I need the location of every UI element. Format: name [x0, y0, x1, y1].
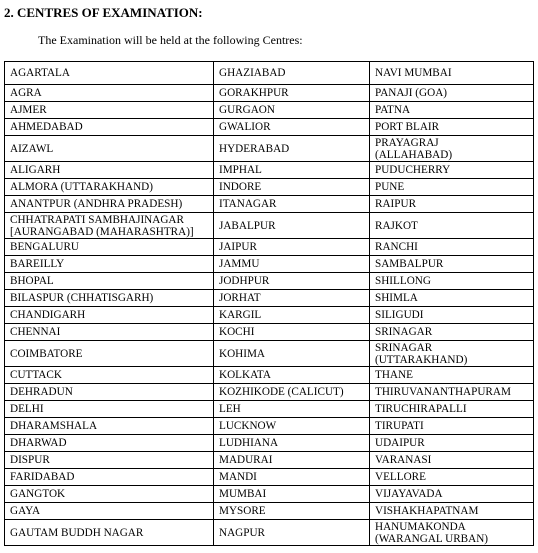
- table-cell: [214, 196, 370, 213]
- table-cell: [5, 324, 214, 341]
- centre-name: CUTTACK: [10, 369, 62, 381]
- centre-name: JODHPUR: [219, 275, 270, 287]
- table-row: [5, 256, 534, 273]
- table-cell: [214, 367, 370, 384]
- table-cell: [5, 273, 214, 290]
- centre-name: VIJAYAVADA: [375, 488, 443, 500]
- table-cell: [5, 119, 214, 136]
- table-cell: [5, 435, 214, 452]
- table-cell: [5, 384, 214, 401]
- centres-table-body: [5, 62, 534, 546]
- table-row: [5, 196, 534, 213]
- table-row: [5, 213, 534, 239]
- centre-name: RANCHI: [375, 241, 418, 253]
- centre-name: INDORE: [219, 181, 262, 193]
- centre-name: GAUTAM BUDDH NAGAR: [10, 526, 144, 539]
- table-row: [5, 179, 534, 196]
- table-cell: [370, 102, 534, 119]
- table-cell: [370, 324, 534, 341]
- centre-name: TIRUPATI: [375, 420, 424, 432]
- table-cell: [5, 290, 214, 307]
- table-row: [5, 503, 534, 520]
- centre-name: KARGIL: [219, 309, 262, 321]
- table-cell: [370, 418, 534, 435]
- centre-name: AIZAWL: [10, 142, 54, 155]
- table-row: [5, 469, 534, 486]
- table-cell: [370, 341, 534, 367]
- centre-name: GORAKHPUR: [219, 87, 289, 99]
- centre-name: JAIPUR: [219, 241, 257, 253]
- table-cell: [370, 85, 534, 102]
- centre-name: JORHAT: [219, 292, 261, 304]
- table-row: [5, 401, 534, 418]
- table-row: [5, 435, 534, 452]
- centre-name: GWALIOR: [219, 121, 271, 133]
- table-cell: [5, 179, 214, 196]
- centre-name: MADURAI: [219, 454, 273, 466]
- centre-name: KOCHI: [219, 326, 255, 338]
- centre-name: CHENNAI: [10, 326, 61, 338]
- centre-name: BILASPUR (CHHATISGARH): [10, 292, 154, 304]
- table-cell: [370, 62, 534, 85]
- table-row: [5, 85, 534, 102]
- table-row: [5, 119, 534, 136]
- centre-name: UDAIPUR: [375, 437, 425, 449]
- table-cell: [214, 469, 370, 486]
- table-cell: [214, 290, 370, 307]
- table-cell: [214, 213, 370, 239]
- table-cell: [5, 367, 214, 384]
- table-row: [5, 273, 534, 290]
- table-cell: [214, 307, 370, 324]
- table-cell: [5, 486, 214, 503]
- table-cell: [370, 307, 534, 324]
- centre-name: DELHI: [10, 403, 44, 415]
- centre-name: SHILLONG: [375, 275, 431, 287]
- table-cell: [214, 401, 370, 418]
- table-cell: [5, 213, 214, 239]
- table-cell: [370, 520, 534, 546]
- centre-name: MUMBAI: [219, 488, 267, 500]
- table-cell: [5, 239, 214, 256]
- table-cell: [370, 503, 534, 520]
- table-row: [5, 162, 534, 179]
- centre-name: ALIGARH: [10, 164, 61, 176]
- centre-name: JAMMU: [219, 258, 260, 270]
- table-cell: [214, 239, 370, 256]
- table-cell: [370, 384, 534, 401]
- centre-name: FARIDABAD: [10, 471, 75, 483]
- centre-name: SILIGUDI: [375, 309, 424, 321]
- table-cell: [5, 452, 214, 469]
- centre-name: KOHIMA: [219, 347, 265, 360]
- table-cell: [370, 452, 534, 469]
- centre-name: ITANAGAR: [219, 198, 277, 210]
- centre-name: MYSORE: [219, 505, 266, 517]
- table-row: [5, 367, 534, 384]
- centre-name: ANANTPUR (ANDHRA PRADESH): [10, 198, 183, 210]
- table-cell: [214, 486, 370, 503]
- table-cell: [5, 162, 214, 179]
- table-cell: [214, 341, 370, 367]
- centre-name: PRAYAGRAJ (ALLAHABAD): [375, 136, 453, 161]
- centre-name: CHANDIGARH: [10, 309, 86, 321]
- centre-name: CHHATRAPATI SAMBHAJINAGAR [AURANGABAD (MAHARASHTRA)]: [10, 213, 194, 238]
- centre-name: PORT BLAIR: [375, 121, 440, 133]
- table-cell: [370, 435, 534, 452]
- section-heading: 2. CENTRES OF EXAMINATION:: [4, 5, 203, 20]
- table-row: [5, 486, 534, 503]
- table-cell: [214, 136, 370, 162]
- centre-name: BAREILLY: [10, 258, 65, 270]
- centres-table: [4, 61, 534, 546]
- centre-name: NAVI MUMBAI: [375, 67, 452, 79]
- table-cell: [5, 503, 214, 520]
- table-cell: [370, 290, 534, 307]
- centre-name: VARANASI: [375, 454, 432, 466]
- centre-name: NAGPUR: [219, 526, 266, 539]
- table-cell: [214, 85, 370, 102]
- table-cell: [5, 469, 214, 486]
- centre-name: BHOPAL: [10, 275, 54, 287]
- table-cell: [5, 401, 214, 418]
- table-cell: [214, 179, 370, 196]
- centre-name: AGRA: [10, 87, 42, 99]
- table-cell: [370, 273, 534, 290]
- centre-name: DEHRADUN: [10, 386, 73, 398]
- table-cell: [5, 307, 214, 324]
- table-cell: [214, 119, 370, 136]
- table-row: [5, 341, 534, 367]
- centre-name: SRINAGAR (UTTARAKHAND): [375, 341, 468, 366]
- table-row: [5, 62, 534, 85]
- centre-name: ALMORA (UTTARAKHAND): [10, 181, 153, 193]
- table-cell: [370, 119, 534, 136]
- table-cell: [214, 102, 370, 119]
- table-cell: [214, 418, 370, 435]
- table-cell: [214, 256, 370, 273]
- table-cell: [370, 196, 534, 213]
- table-cell: [214, 324, 370, 341]
- table-row: [5, 452, 534, 469]
- table-cell: [370, 179, 534, 196]
- centre-name: SHIMLA: [375, 292, 418, 304]
- table-cell: [5, 62, 214, 85]
- centre-name: GURGAON: [219, 104, 275, 116]
- table-cell: [370, 486, 534, 503]
- centre-name: DISPUR: [10, 454, 50, 466]
- table-cell: [370, 401, 534, 418]
- table-cell: [214, 435, 370, 452]
- centre-name: GANGTOK: [10, 488, 66, 500]
- table-cell: [214, 520, 370, 546]
- centre-name: VELLORE: [375, 471, 426, 483]
- table-cell: [370, 136, 534, 162]
- centre-name: AGARTALA: [10, 67, 70, 79]
- table-row: [5, 136, 534, 162]
- table-row: [5, 384, 534, 401]
- centre-name: HYDERABAD: [219, 142, 290, 155]
- centre-name: COIMBATORE: [10, 347, 83, 360]
- centre-name: PATNA: [375, 104, 411, 116]
- table-row: [5, 418, 534, 435]
- table-cell: [5, 341, 214, 367]
- table-cell: [5, 102, 214, 119]
- table-cell: [214, 452, 370, 469]
- centre-name: LEH: [219, 403, 241, 415]
- centre-name: AJMER: [10, 104, 47, 116]
- table-cell: [214, 273, 370, 290]
- centre-name: JABALPUR: [219, 219, 276, 232]
- table-cell: [5, 256, 214, 273]
- centre-name: RAIPUR: [375, 198, 417, 210]
- centre-name: DHARAMSHALA: [10, 420, 98, 432]
- centre-name: IMPHAL: [219, 164, 262, 176]
- centre-name: PANAJI (GOA): [375, 87, 447, 99]
- table-row: [5, 290, 534, 307]
- table-cell: [214, 384, 370, 401]
- centre-name: GAYA: [10, 505, 41, 517]
- table-cell: [370, 469, 534, 486]
- table-row: [5, 324, 534, 341]
- table-cell: [370, 213, 534, 239]
- table-cell: [370, 256, 534, 273]
- table-cell: [370, 239, 534, 256]
- table-cell: [370, 162, 534, 179]
- section-intro: The Examination will be held at the following Centres:: [38, 33, 303, 47]
- table-row: [5, 239, 534, 256]
- table-row: [5, 307, 534, 324]
- centre-name: RAJKOT: [375, 219, 418, 232]
- table-row: [5, 102, 534, 119]
- table-cell: [214, 503, 370, 520]
- centre-name: AHMEDABAD: [10, 121, 83, 133]
- table-cell: [214, 62, 370, 85]
- table-row: [5, 520, 534, 546]
- centre-name: HANUMAKONDA (WARANGAL URBAN): [375, 520, 489, 545]
- centre-name: BENGALURU: [10, 241, 79, 253]
- centre-name: SAMBALPUR: [375, 258, 444, 270]
- centre-name: TIRUCHIRAPALLI: [375, 403, 467, 415]
- centre-name: KOZHIKODE (CALICUT): [219, 386, 344, 398]
- table-cell: [5, 418, 214, 435]
- centre-name: VISHAKHAPATNAM: [375, 505, 479, 517]
- centre-name: SRINAGAR: [375, 326, 433, 338]
- centre-name: MANDI: [219, 471, 257, 483]
- table-cell: [5, 85, 214, 102]
- centre-name: PUNE: [375, 181, 405, 193]
- centre-name: THANE: [375, 369, 413, 381]
- centre-name: LUDHIANA: [219, 437, 279, 449]
- table-cell: [5, 196, 214, 213]
- table-cell: [5, 520, 214, 546]
- centre-name: LUCKNOW: [219, 420, 277, 432]
- table-cell: [370, 367, 534, 384]
- centre-name: THIRUVANANTHAPURAM: [375, 386, 511, 398]
- table-cell: [214, 162, 370, 179]
- centre-name: KOLKATA: [219, 369, 271, 381]
- centre-name: GHAZIABAD: [219, 67, 286, 79]
- table-cell: [5, 136, 214, 162]
- centre-name: PUDUCHERRY: [375, 164, 451, 176]
- centre-name: DHARWAD: [10, 437, 67, 449]
